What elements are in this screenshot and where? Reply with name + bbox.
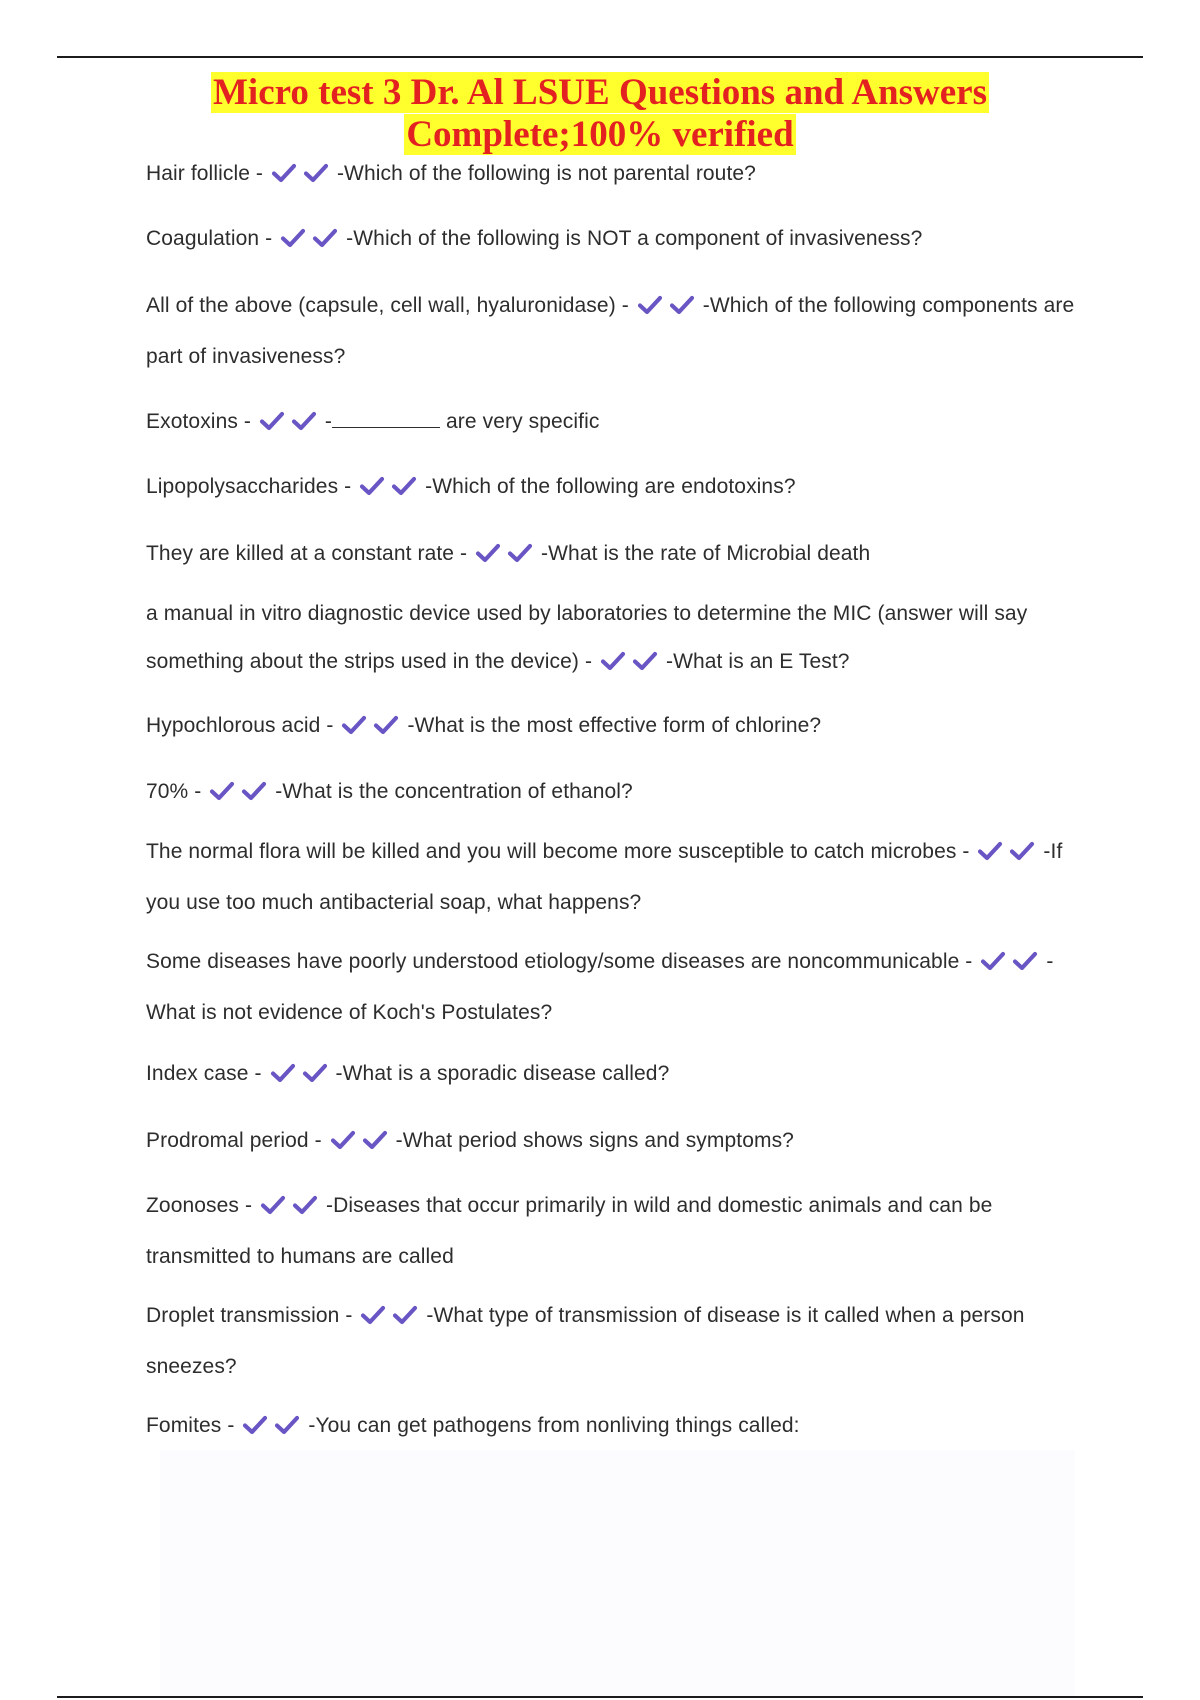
dash-separator: - xyxy=(324,410,333,433)
check-icon xyxy=(270,1063,296,1083)
title-line-1: Micro test 3 Dr. Al LSUE Questions and Answers xyxy=(213,72,987,113)
answer-text: All of the above (capsule, cell wall, hyaluronidase) - xyxy=(146,294,629,317)
top-divider xyxy=(57,56,1143,58)
question-text: -Which of the following components are part of invasiveness? xyxy=(146,294,1075,368)
title-line-2: Complete;100% verified xyxy=(406,114,794,155)
answer-text: Index case - xyxy=(146,1062,262,1085)
double-check-icon xyxy=(271,153,335,201)
double-check-icon xyxy=(359,466,423,514)
question-text: -Which of the following are endotoxins? xyxy=(425,475,796,498)
qa-item xyxy=(146,1182,1086,1281)
check-icon xyxy=(242,1415,268,1435)
question-text: are very specific xyxy=(446,410,600,433)
check-icon xyxy=(302,1063,328,1083)
page-title xyxy=(0,72,1200,156)
answer-text: Zoonoses - xyxy=(146,1194,253,1217)
qa-item xyxy=(146,463,1086,514)
double-check-icon xyxy=(259,401,323,449)
question-text: -What is the rate of Microbial death xyxy=(541,542,871,565)
double-check-icon xyxy=(977,831,1041,879)
double-check-icon xyxy=(600,641,664,689)
answer-text: Lipopolysaccharides - xyxy=(146,475,352,498)
check-icon xyxy=(637,295,663,315)
check-icon xyxy=(507,543,533,563)
check-icon xyxy=(362,1130,388,1150)
qa-item xyxy=(146,1050,1086,1101)
double-check-icon xyxy=(980,941,1044,989)
answer-text: Droplet transmission - xyxy=(146,1304,353,1327)
double-check-icon xyxy=(637,285,701,333)
qa-item xyxy=(146,590,1086,689)
question-text: -Diseases that occur primarily in wild and domestic animals and can be transmitted to humans are called xyxy=(146,1194,993,1268)
check-icon xyxy=(360,1305,386,1325)
check-icon xyxy=(1012,951,1038,971)
double-check-icon xyxy=(270,1053,334,1101)
double-check-icon xyxy=(330,1120,394,1168)
answer-text: The normal flora will be killed and you will become more susceptible to catch microbes - xyxy=(146,840,970,863)
question-text: -What type of transmission of disease is it called when a person sneezes? xyxy=(146,1304,1025,1378)
double-check-icon xyxy=(242,1405,306,1453)
check-icon xyxy=(292,1195,318,1215)
question-text: -What is the most effective form of chlorine? xyxy=(407,714,822,737)
check-icon xyxy=(600,651,626,671)
question-text: -What is a sporadic disease called? xyxy=(335,1062,670,1085)
page-shade xyxy=(160,1450,1075,1696)
qa-item xyxy=(146,150,1086,201)
answer-text: Some diseases have poorly understood etiology/some diseases are noncommunicable - xyxy=(146,950,973,973)
double-check-icon xyxy=(260,1185,324,1233)
check-icon xyxy=(341,715,367,735)
qa-item xyxy=(146,215,1086,266)
check-icon xyxy=(209,781,235,801)
check-icon xyxy=(977,841,1003,861)
question-text: -You can get pathogens from nonliving things called: xyxy=(308,1414,800,1437)
qa-item xyxy=(146,768,1086,819)
check-icon xyxy=(274,1415,300,1435)
answer-text: Prodromal period - xyxy=(146,1129,322,1152)
qa-item xyxy=(146,828,1086,927)
qa-item xyxy=(146,1292,1086,1391)
double-check-icon xyxy=(475,533,539,581)
qa-item xyxy=(146,530,1086,581)
check-icon xyxy=(259,411,285,431)
answer-text: Exotoxins - xyxy=(146,410,251,433)
check-icon xyxy=(392,1305,418,1325)
qa-item xyxy=(146,282,1086,381)
qa-item xyxy=(146,938,1086,1037)
question-text: -What period shows signs and symptoms? xyxy=(395,1129,794,1152)
qa-item xyxy=(146,1117,1086,1168)
double-check-icon xyxy=(360,1295,424,1343)
check-icon xyxy=(303,163,329,183)
check-icon xyxy=(391,476,417,496)
check-icon xyxy=(1009,841,1035,861)
check-icon xyxy=(330,1130,356,1150)
bottom-divider xyxy=(57,1696,1143,1698)
answer-text: 70% - xyxy=(146,780,202,803)
check-icon xyxy=(280,228,306,248)
check-icon xyxy=(669,295,695,315)
question-text: -If you use too much antibacterial soap, what happens? xyxy=(146,840,1063,914)
question-text: -What is the concentration of ethanol? xyxy=(275,780,633,803)
answer-text: Hair follicle - xyxy=(146,162,264,185)
answer-text: Hypochlorous acid - xyxy=(146,714,334,737)
check-icon xyxy=(980,951,1006,971)
check-icon xyxy=(241,781,267,801)
check-icon xyxy=(291,411,317,431)
fill-in-blank xyxy=(332,409,440,428)
question-text: -What is not evidence of Koch's Postulates? xyxy=(146,950,1054,1024)
answer-text: They are killed at a constant rate - xyxy=(146,542,468,565)
qa-item xyxy=(146,1402,1086,1453)
check-icon xyxy=(260,1195,286,1215)
answer-text: a manual in vitro diagnostic device used by laboratories to determine the MIC (answer will say something about the strips used in the device) - xyxy=(146,602,1028,673)
check-icon xyxy=(475,543,501,563)
question-text: -What is an E Test? xyxy=(665,650,850,673)
check-icon xyxy=(312,228,338,248)
check-icon xyxy=(359,476,385,496)
check-icon xyxy=(632,651,658,671)
answer-text: Coagulation - xyxy=(146,227,273,250)
answer-text: Fomites - xyxy=(146,1414,235,1437)
question-text: -Which of the following is NOT a component of invasiveness? xyxy=(346,227,923,250)
double-check-icon xyxy=(280,218,344,266)
double-check-icon xyxy=(209,771,273,819)
double-check-icon xyxy=(341,705,405,753)
check-icon xyxy=(373,715,399,735)
question-text: -Which of the following is not parental route? xyxy=(336,162,756,185)
qa-item xyxy=(146,398,1086,449)
qa-item xyxy=(146,702,1086,753)
check-icon xyxy=(271,163,297,183)
